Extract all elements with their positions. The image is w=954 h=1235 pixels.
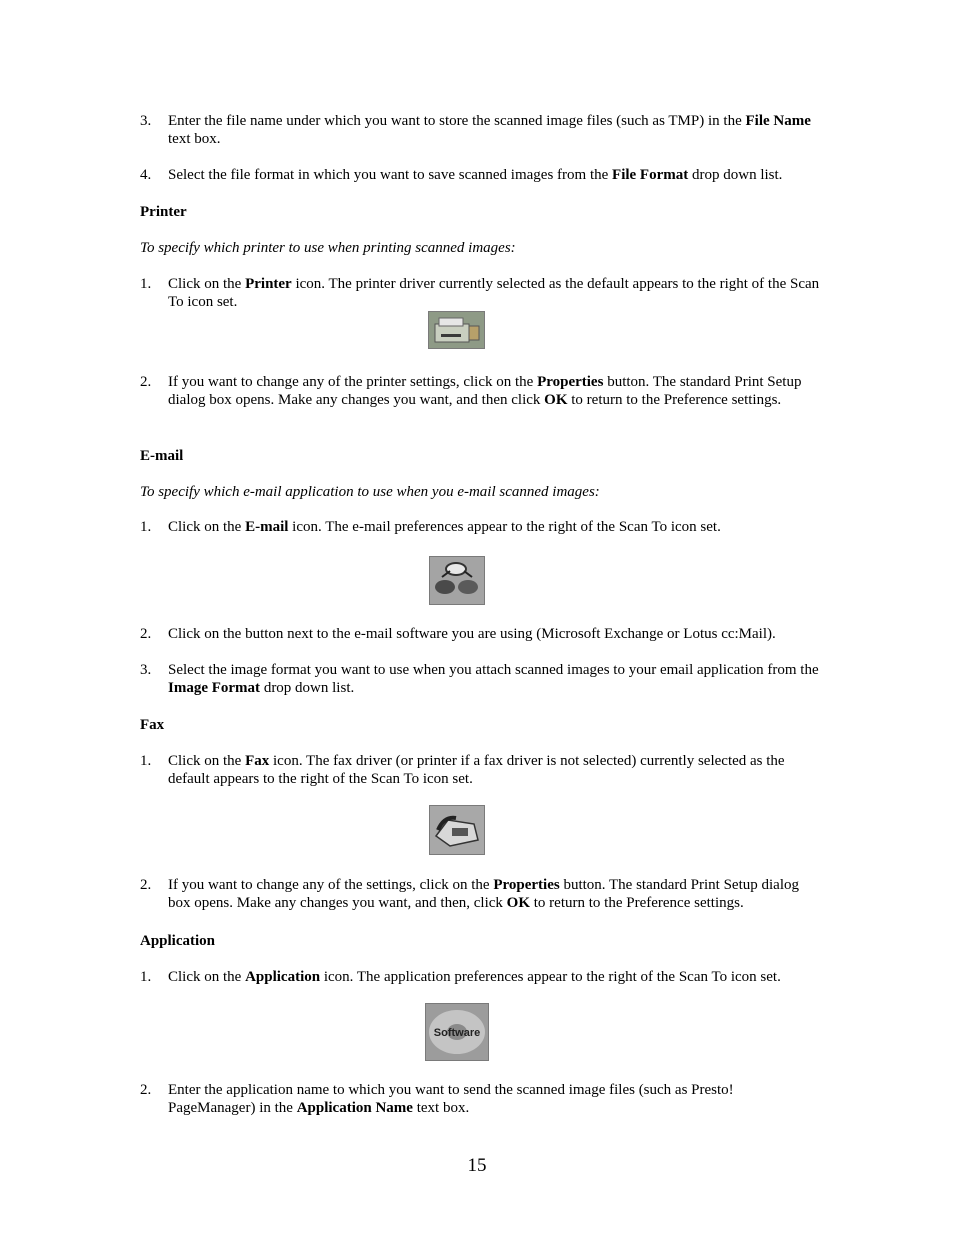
step-text: If you want to change any of the settings, click on the Properties button. The standard Print Setup dialog box opens. Make any changes you want, and then, click OK to return to the Preference settings. bbox=[168, 877, 799, 911]
fax-step-2 bbox=[140, 876, 820, 912]
file-step-3 bbox=[140, 112, 820, 148]
step-text: Click on the E-mail icon. The e-mail preferences appear to the right of the Scan To icon set. bbox=[168, 519, 721, 535]
email-step-3 bbox=[140, 661, 820, 697]
step-number: 2. bbox=[140, 877, 152, 893]
step-number: 1. bbox=[140, 753, 152, 769]
step-number: 3. bbox=[140, 662, 152, 678]
step-number: 1. bbox=[140, 519, 152, 535]
application-icon-label: Software bbox=[433, 1027, 481, 1039]
fax-step-1 bbox=[140, 752, 820, 788]
step-number: 1. bbox=[140, 969, 152, 985]
step-number: 2. bbox=[140, 626, 152, 642]
step-text: Click on the Application icon. The application preferences appear to the right of the Scan To icon set. bbox=[168, 969, 781, 985]
printer-step-2 bbox=[140, 373, 820, 409]
step-text: Select the file format in which you want to save scanned images from the File Format drop down list. bbox=[168, 167, 783, 183]
email-step-1 bbox=[140, 518, 820, 536]
step-text: If you want to change any of the printer settings, click on the Properties button. The standard Print Setup dialog box opens. Make any changes you want, and then click OK to return to the Preference settings. bbox=[168, 374, 802, 408]
step-text: Click on the Printer icon. The printer driver currently selected as the default appears to the right of the Scan To icon set. bbox=[168, 276, 820, 310]
step-number: 2. bbox=[140, 374, 152, 390]
application-heading: Application bbox=[140, 933, 216, 949]
step-number: 1. bbox=[140, 276, 152, 292]
page-number: 15 bbox=[467, 1155, 487, 1176]
step-number: 2. bbox=[140, 1082, 152, 1098]
printer-heading: Printer bbox=[140, 204, 187, 220]
email-icon bbox=[429, 556, 485, 605]
email-heading: E-mail bbox=[140, 448, 184, 464]
step-text: Click on the button next to the e-mail software you are using (Microsoft Exchange or Lotus cc:Mail). bbox=[168, 626, 776, 642]
fax-icon bbox=[429, 805, 485, 855]
step-text: Enter the file name under which you want to store the scanned image files (such as TMP) in the File Name text box. bbox=[168, 113, 811, 147]
step-number: 4. bbox=[140, 167, 152, 183]
printer-step-1 bbox=[140, 275, 820, 311]
fax-heading: Fax bbox=[140, 717, 165, 733]
printer-icon bbox=[428, 311, 485, 349]
application-icon bbox=[425, 1003, 489, 1061]
step-text: Enter the application name to which you want to send the scanned image files (such as Presto! PageManager) in the Application Name text box. bbox=[168, 1082, 734, 1116]
step-text: Click on the Fax icon. The fax driver (or printer if a fax driver is not selected) currently selected as the default appears to the right of the Scan To icon set. bbox=[168, 753, 785, 787]
email-step-2 bbox=[140, 625, 820, 643]
step-number: 3. bbox=[140, 113, 152, 129]
application-step-2 bbox=[140, 1081, 820, 1117]
application-step-1 bbox=[140, 968, 820, 986]
email-intro: To specify which e-mail application to use when you e-mail scanned images: bbox=[140, 484, 600, 500]
file-step-4 bbox=[140, 166, 820, 184]
step-text: Select the image format you want to use when you attach scanned images to your email application from the Image Format drop down list. bbox=[168, 662, 819, 696]
printer-intro: To specify which printer to use when printing scanned images: bbox=[140, 240, 516, 256]
